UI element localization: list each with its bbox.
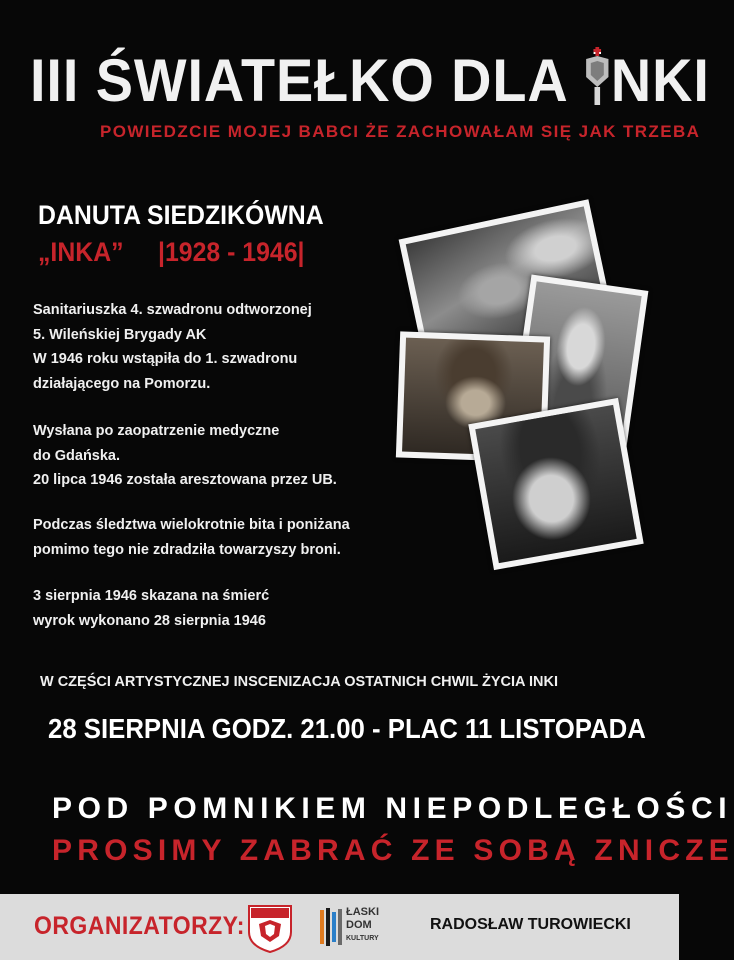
event-candles-request: PROSIMY ZABRAĆ ZE SOBĄ ZNICZE (52, 834, 734, 867)
polska-mysl-patriotyczna-logo (245, 902, 295, 954)
historical-photo-headscarf (468, 398, 643, 570)
bio-line: 3 sierpnia 1946 skazana na śmierć (33, 588, 270, 604)
organizers-label: ORGANIZATORZY: (34, 912, 245, 940)
person-nickname: „INKA” (38, 237, 124, 267)
bio-line: działającego na Pomorzu. (33, 375, 211, 392)
logo2-line: KULTURY (346, 935, 379, 942)
bio-line: Podczas śledztwa wielokrotnie bita i poniżana (33, 517, 350, 533)
laski-dom-kultury-logo (318, 904, 398, 952)
poster-subtitle: POWIEDZCIE MOJEJ BABCI ŻE ZACHOWAŁAM SIĘ JAK TRZEBA (100, 122, 701, 141)
bio-paragraph-4 (33, 584, 413, 633)
logo2-line: ŁASKI (346, 906, 379, 918)
bio-line: wyrok wykonano 28 sierpnia 1946 (33, 612, 266, 629)
bio-line: pomimo tego nie zdradziła towarzyszy broni. (33, 541, 341, 558)
event-date-place: 28 SIERPNIA GODZ. 21.00 - PLAC 11 LISTOPADA (48, 713, 646, 744)
title-prefix: III ŚWIATEŁKO DLA (30, 47, 584, 114)
bio-paragraph-1 (33, 298, 413, 396)
bio-paragraph-3 (33, 513, 413, 562)
bio-line: 20 lipca 1946 została aresztowana przez UB. (33, 472, 337, 488)
bio-line: Wysłana po zaopatrzenie medyczne (33, 423, 280, 439)
event-monument: POD POMNIKIEM NIEPODLEGŁOŚCI (52, 792, 733, 825)
bio-line: W 1946 roku wstąpiła do 1. szwadronu (33, 351, 298, 367)
organizer-name: RADOSŁAW TUROWIECKI (430, 916, 631, 933)
poster-title (30, 46, 710, 115)
event-note: W CZĘŚCI ARTYSTYCZNEJ INSCENIZACJA OSTATNICH CHWIL ŻYCIA INKI (40, 674, 558, 690)
eagle-emblem-icon (583, 47, 611, 105)
bio-line: Sanitariuszka 4. szwadronu odtworzonej (33, 302, 312, 318)
person-name: DANUTA SIEDZIKÓWNA (38, 200, 324, 230)
bio-line: 5. Wileńskiej Brygady AK (33, 326, 207, 343)
title-suffix: NKI (610, 47, 710, 114)
bio-paragraph-2 (33, 419, 413, 493)
logo2-line: DOM (346, 919, 372, 931)
person-years: |1928 - 1946| (158, 237, 305, 267)
bio-line: do Gdańska. (33, 447, 121, 464)
